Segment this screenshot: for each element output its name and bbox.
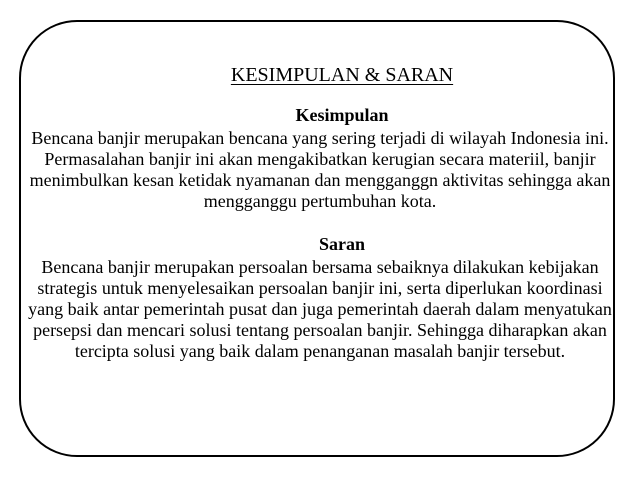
slide-title: KESIMPULAN & SARAN	[230, 64, 454, 86]
section-body-kesimpulan: Bencana banjir merupakan bencana yang sering terjadi di wilayah Indonesia ini. Permasalahan banjir ini akan mengakibatkan kerugian secara materiil, banjir menimbulkan kesan ketidak nyamanan dan mengganggn aktivitas sehingga akan mengganggu pertumbuhan kota.	[29, 128, 611, 211]
section-body-saran: Bencana banjir merupakan persoalan bersama sebaiknya dilakukan kebijakan strategis untuk menyelesaikan persoalan banjir ini, serta diperlukan koordinasi yang baik antar pemerintah pusat dan juga pemerintah daerah dalam menyatukan persepsi dan mencari solusi tentang persoalan banjir. Sehingga diharapkan akan tercipta solusi yang baik dalam penanganan masalah banjir tersebut.	[28, 257, 612, 361]
section-heading-kesimpulan: Kesimpulan	[295, 105, 389, 125]
slide-content	[28, 62, 612, 362]
section-heading-saran: Saran	[318, 234, 365, 254]
